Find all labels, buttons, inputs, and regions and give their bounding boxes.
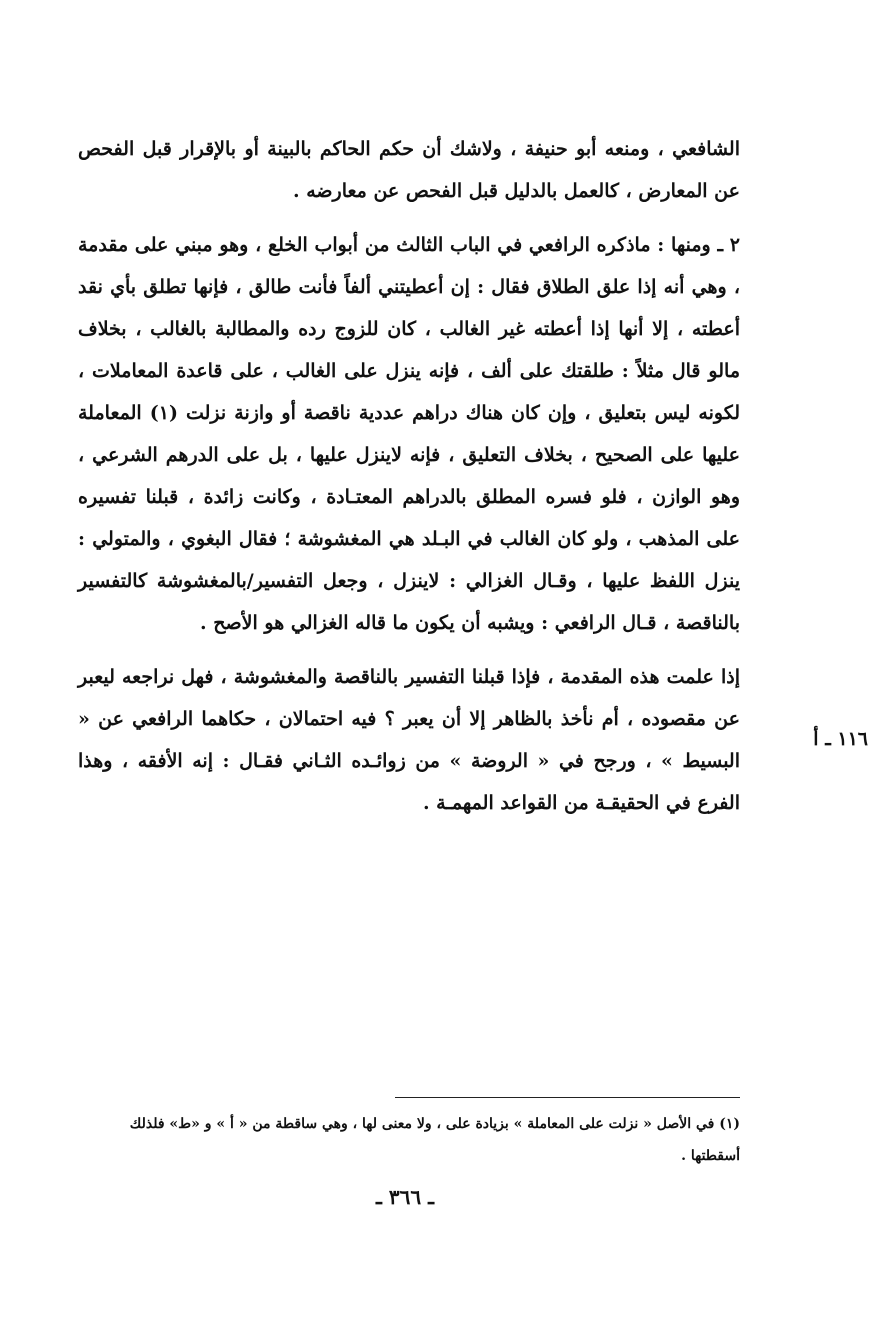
- paragraph-gap: [78, 644, 740, 656]
- page-number: ـ ٣٦٦ ـ: [376, 1185, 434, 1209]
- footnote-separator: [395, 1097, 740, 1098]
- paragraph-gap: [78, 212, 740, 224]
- footnote: (١) في الأصل « نزلت على المعاملة » بزيادة على ، ولا معنى لها ، وهي ساقطة من « أ » و «ط» فلذلك أسقطتها .: [129, 1116, 740, 1164]
- paragraph-1: الشافعي ، ومنعه أبو حنيفة ، ولاشك أن حكم الحاكم بالبينة أو بالإقرار قبل الفحص عن المعارض ، كالعمل بالدليل قبل الفحص عن معارضه .: [78, 138, 740, 202]
- main-text: [78, 128, 740, 824]
- paragraph-3: إذا علمت هذه المقدمة ، فإذا قبلنا التفسير بالناقصة والمغشوشة ، فهل نراجعه ليعبر عن مقصوده ، أم نأخذ بالظاهر إلا أن يعبر ؟ فيه احتمالان ، حكاهما الرافعي عن « البسيط » ، ورجح في « الروضة » من زوائـده الثـاني فقـال : إنه الأفقه ، وهذا الفرع في الحقيقـة من القواعد المهمـة .: [78, 666, 740, 814]
- paragraph-2: ٢ ـ ومنها : ماذكره الرافعي في الباب الثالث من أبواب الخلع ، وهو مبني على مقدمة ، وهي أنه إذا علق الطلاق فقال : إن أعطيتني ألفاً فأنت طالق ، فإنها تطلق بأي نقد أعطته ، إلا أنها إذا أعطته غير الغالب ، كان للزوج رده والمطالبة بالغالب ، بخلاف مالو قال مثلاً : طلقتك على ألف ، فإنه ينزل على الغالب ، على قاعدة المعاملات ، لكونه ليس بتعليق ، وإن كان هناك دراهم عددية ناقصة أو وازنة نزلت (١) المعاملة عليها على الصحيح ، بخلاف التعليق ، فإنه لاينزل عليها ، بل على الدرهم الشرعي ، وهو الوازن ، فلو فسره المطلق بالدراهم المعتـادة ، وكانت زائدة ، قبلنا تفسيره على المذهب ، ولو كان الغالب في البـلد هي المغشوشة ؛ فقال البغوي ، والمتولي : ينزل اللفظ عليها ، وقـال الغزالي : لاينزل ، وجعل التفسير/بالمغشوشة كالتفسير بالناقصة ، قـال الرافعي : ويشبه أن يكون ما قاله الغزالي هو الأصح .: [78, 234, 741, 634]
- manuscript-folio-note: ١١٦ ـ أ: [813, 728, 868, 750]
